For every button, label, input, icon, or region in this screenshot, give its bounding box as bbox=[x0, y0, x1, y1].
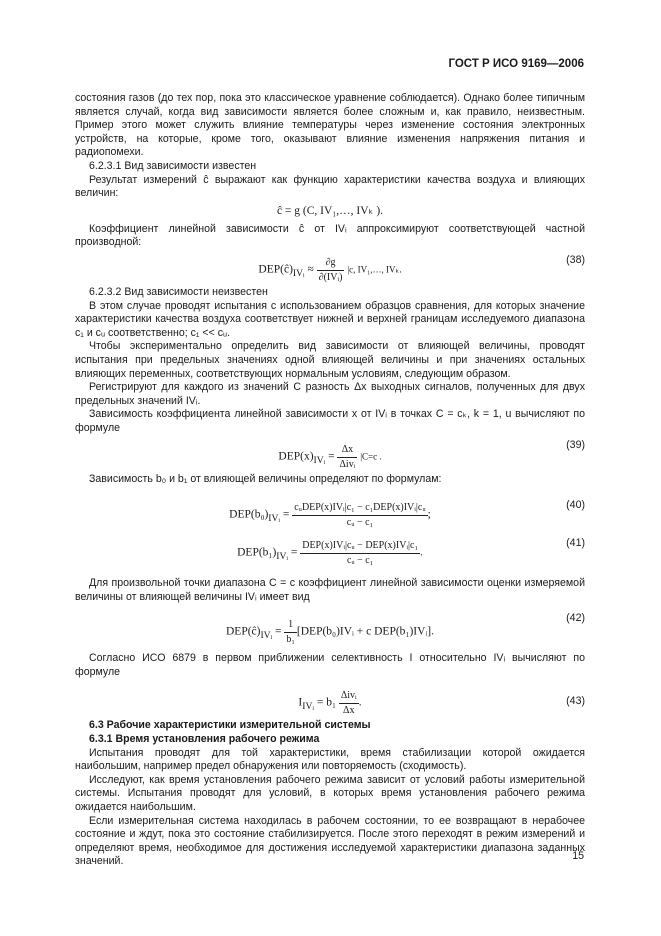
fraction: $\frac{\text{Δivᵢ}}{\Delta x}$ bbox=[340, 690, 357, 717]
paragraph: Результат измерений ĉ выражают как функцию характеристики качества воздуха и влияющих величин: bbox=[75, 173, 585, 200]
paragraph: Чтобы экспериментально определить вид зависимости от влияющей величины, проводят испытания при предельных значениях одной влияющей величины и при значениях остальных влияющих переменных, соответствующих нормальным условиям, следующим образом. bbox=[75, 340, 585, 380]
formula-40 bbox=[75, 495, 585, 533]
formula-op: = bbox=[328, 451, 335, 464]
equation-number: (39) bbox=[566, 439, 585, 452]
section-heading-6-2-3-1: 6.2.3.1 Вид зависимости известен bbox=[89, 159, 257, 172]
formula-lhs: DEP(x) bbox=[278, 451, 314, 464]
formula-43 bbox=[75, 679, 585, 719]
formula-sub: IVᵢ bbox=[268, 513, 280, 525]
equation-number: (43) bbox=[566, 695, 585, 708]
formula-lhs: I bbox=[298, 697, 303, 710]
paragraph: Зависимость b₀ и b₁ от влияющей величины определяют по формулам: bbox=[89, 473, 442, 486]
section-heading-6-3: 6.3 Рабочие характеристики измерительной системы bbox=[89, 719, 371, 732]
paragraph: В этом случае проводят испытания с использованием образцов сравнения, для которых значение характеристики качества воздуха соответствует нижней и верхней границам исследуемого диапазона c₁ и cᵤ соответственно; c₁ << cᵤ. bbox=[75, 299, 585, 339]
paragraph: Исследуют, как время установления рабочего режима зависит от условий работы измерительной системы. Испытания проводят для условий, в которых время установления рабочего режима ожидается наибольшим. bbox=[75, 773, 585, 813]
formula-op: ≈ bbox=[307, 263, 314, 276]
formula-lhs: DEP(b₁) bbox=[237, 546, 277, 559]
paragraph: Коэффициент линейной зависимости ĉ от IVᵢ аппроксимируют соответствующей частной производной: bbox=[75, 222, 585, 249]
formula-expression: $DEP(b_1)_{IVᵢ}$ = $\frac{\text{DEP(x)IVᵢ|cᵤ − DEP(x)IVᵢ|c₁}}{\text{cᵤ − c₁}}$ . bbox=[237, 540, 423, 566]
page-content bbox=[75, 92, 585, 869]
formula-lhs: DEP(b₀) bbox=[229, 508, 269, 521]
formula-expression bbox=[75, 253, 585, 284]
formula-sub: IVᵢ bbox=[302, 701, 314, 713]
formula-sub: IVᵢ bbox=[276, 551, 288, 563]
formula-38 bbox=[75, 250, 585, 286]
formula-42 bbox=[75, 608, 585, 652]
paragraph: Если измерительная система находилась в рабочем состоянии, то ее возвращают в нерабочее состояние и ждут, пока это состояние стабилизируется. После этого переходят в режим измерений и определяют время, необходимое для достижения исследуемой характеристики диапазона заданных значений. bbox=[75, 814, 585, 868]
paragraph: состояния газов (до тех пор, пока это классическое уравнение соблюдается). Однако более типичным является случай, когда вид зависимости является более сложным и, как правило, неизвестным. Пример этого может служить влияние температуры через изменение состояния электронных устройств, на которые, кроме того, оказывают влияние изменения напряжения питания и радиопомехи. bbox=[75, 92, 585, 159]
equation-number: (42) bbox=[566, 612, 585, 625]
formula-expression: $I_{IVᵢ} = b_1$ $\frac{\text{Δivᵢ}}{\Delta x}$ . bbox=[298, 690, 362, 717]
formula-lhs: DEP(ĉ) bbox=[225, 625, 261, 638]
formula-expression: $DEP(b_0)_{IVᵢ}$ = $\frac{\text{cᵤDEP(x)IVᵢ|c₁ − c₁DEP(x)IVᵢ|cᵤ}}{\text{cᵤ − c₁}}$ ; bbox=[229, 502, 431, 528]
formula-39 bbox=[75, 435, 585, 473]
fraction: $\frac{\Delta x}{\text{Δivᵢ}}$ bbox=[339, 444, 356, 471]
formula-41 bbox=[75, 533, 585, 577]
paragraph: Для произвольной точки диапазона C = c коэффициент линейной зависимости оценки измеряемой величины от влияющей величины IVᵢ имеет вид bbox=[75, 577, 585, 603]
equation-number: (38) bbox=[566, 253, 585, 266]
fraction: $\frac{\text{cᵤDEP(x)IVᵢ|c₁ − c₁DEP(x)IVᵢ|cᵤ}}{\text{cᵤ − c₁}}$ bbox=[294, 502, 426, 528]
formula-expression bbox=[75, 443, 585, 471]
equation-number: (40) bbox=[566, 499, 585, 512]
formula-sub: IVᵢ bbox=[313, 455, 326, 467]
formula-c-hat bbox=[75, 201, 585, 223]
formula-tail: |C=c . bbox=[360, 452, 382, 463]
formula-tail: |c, IV₁,…, IVₖ. bbox=[347, 264, 402, 275]
equation-number: (41) bbox=[566, 537, 585, 550]
paragraph: Регистрируют для каждого из значений C разность Δx выходных сигналов, полученных для двух предельных значений IVᵢ. bbox=[75, 381, 585, 407]
section-heading-6-2-3-2: 6.2.3.2 Вид зависимости неизвестен bbox=[89, 285, 268, 298]
section-heading-6-3-1: 6.3.1 Время установления рабочего режима bbox=[89, 733, 320, 746]
formula-sub: IVᵢ bbox=[292, 267, 305, 279]
fraction: $\frac{\text{DEP(x)IVᵢ|cᵤ − DEP(x)IVᵢ|c₁}}{\text{cᵤ − c₁}}$ bbox=[302, 540, 418, 566]
paragraph: Зависимость коэффициента линейной зависимости x от IVᵢ в точках C = cₖ, k = 1, u вычисляют по формуле bbox=[75, 408, 585, 434]
paragraph: Испытания проводят для той характеристики, время стабилизации которой ожидается наибольшим, например предел обнаружения или повторяемость (сходимость). bbox=[75, 746, 585, 773]
formula-text: ĉ = g (C, IV₁,…, IVₖ ). bbox=[276, 204, 384, 217]
fraction: $\frac{1}{\text{b₁}}$ bbox=[286, 619, 295, 645]
formula-lhs: DEP(ĉ) bbox=[258, 263, 293, 276]
formula-tail: [DEP(b₀)IVᵢ + c DEP(b₁)IVᵢ]. bbox=[296, 625, 434, 638]
formula-expression: $DEP(ĉ)_{IVᵢ}$ = $\frac{1}{\text{b₁}}$ [DEP(b₀)IVᵢ + c DEP(b₁)IVᵢ]. bbox=[225, 619, 434, 645]
standard-header: ГОСТ Р ИСО 9169—2006 bbox=[448, 58, 584, 70]
formula-op: = b₁ bbox=[316, 697, 336, 710]
fraction: $\frac{\partial g}{\text{∂(IVᵢ)}}$ bbox=[318, 256, 343, 283]
formula-sub: IVᵢ bbox=[260, 630, 273, 642]
paragraph: Согласно ИСО 6879 в первом приближении селективность I относительно IVᵢ вычисляют по формуле bbox=[75, 652, 585, 678]
page-number: 15 bbox=[572, 850, 584, 863]
